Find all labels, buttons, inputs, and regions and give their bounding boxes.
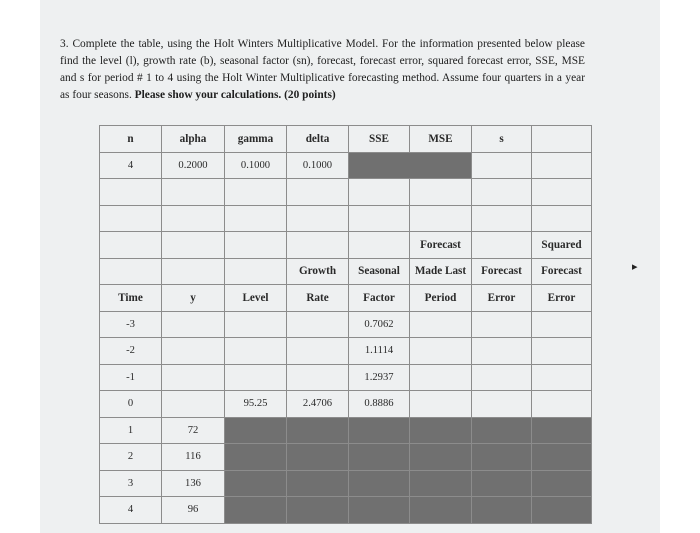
question-body: Complete the table, using the Holt Winters Multiplicative Model. For the information presented below please find the level (l), growth rate (b), seasonal factor (sn), forecast, forecast error, squared forecast error, SSE, MSE and s for period # 1 to 4 using the Holt Winter Multiplicative forecasting method. Assume four quarters in a year as four seasons. [60,38,585,101]
header-period: Period [410,285,472,312]
header-factor: Factor [349,285,410,312]
blank-row [100,179,592,206]
cell-growth: 2.4706 [287,391,349,418]
table-row [100,391,592,418]
cell-time: 2 [100,444,162,471]
table-row [100,417,592,444]
cell-y: 136 [162,470,225,497]
question-instruction: Please show your calculations. (20 points) [134,89,336,101]
param-delta: 0.1000 [287,152,349,179]
cell-y: 72 [162,417,225,444]
header-row-3 [100,285,592,312]
table-row [100,470,592,497]
header-error: Error [472,285,532,312]
cell-time: 4 [100,497,162,524]
header-growth: Growth [287,258,349,285]
question-text [60,36,585,104]
cell-y: 116 [162,444,225,471]
params-values-row [100,152,592,179]
cell-level: 95.25 [225,391,287,418]
header-forecast-2: Forecast [472,258,532,285]
header-seasonal: Seasonal [349,258,410,285]
table-row [100,364,592,391]
cell-seasonal: 0.8886 [349,391,410,418]
holt-winters-table [99,125,592,524]
cursor-arrow-mark: ▸ [632,261,638,273]
param-n: 4 [100,152,162,179]
header-forecast: Forecast [410,232,472,259]
cell-seasonal: 0.7062 [349,311,410,338]
header-made-last: Made Last [410,258,472,285]
param-header-n: n [100,126,162,153]
empty-cell [532,126,592,153]
param-s [472,152,532,179]
param-header-delta: delta [287,126,349,153]
param-header-sse: SSE [349,126,410,153]
cell-time: -2 [100,338,162,365]
header-level: Level [225,285,287,312]
param-header-gamma: gamma [225,126,287,153]
cell-time: -3 [100,311,162,338]
blank-row [100,205,592,232]
cell-time: -1 [100,364,162,391]
table-row [100,444,592,471]
cell-y: 96 [162,497,225,524]
param-header-alpha: alpha [162,126,225,153]
param-header-s: s [472,126,532,153]
empty-cell [532,152,592,179]
header-error-2: Error [532,285,592,312]
header-squared: Squared [532,232,592,259]
header-row-1 [100,232,592,259]
cell-time: 3 [100,470,162,497]
header-y: y [162,285,225,312]
table-row [100,311,592,338]
param-header-mse: MSE [410,126,472,153]
cell-time: 1 [100,417,162,444]
sse-mse-shaded [349,152,472,179]
question-number: 3. [60,38,69,50]
cell-time: 0 [100,391,162,418]
table-row [100,497,592,524]
params-header-row [100,126,592,153]
header-rate: Rate [287,285,349,312]
param-alpha: 0.2000 [162,152,225,179]
param-gamma: 0.1000 [225,152,287,179]
table-row [100,338,592,365]
header-row-2 [100,258,592,285]
header-forecast-3: Forecast [532,258,592,285]
cell-seasonal: 1.2937 [349,364,410,391]
header-time: Time [100,285,162,312]
cell-seasonal: 1.1114 [349,338,410,365]
